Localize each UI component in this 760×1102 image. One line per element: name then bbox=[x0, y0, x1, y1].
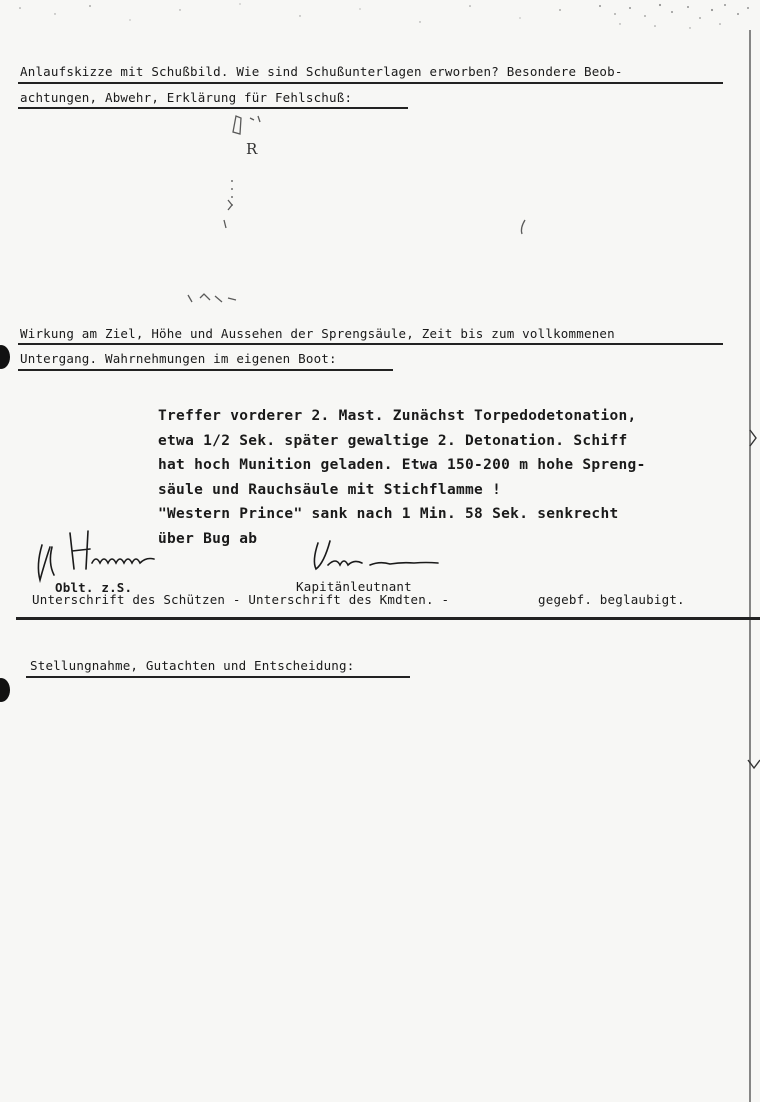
section2-heading-line1: Wirkung am Ziel, Höhe und Aussehen der Sprengsäule, Zeit bis zum vollkommenen bbox=[20, 326, 615, 341]
margin-marks bbox=[740, 420, 760, 780]
report-text bbox=[158, 404, 646, 551]
shooter-rank: Oblt. z.S. bbox=[55, 580, 133, 595]
sketch-mark: R bbox=[246, 140, 258, 158]
report-line: säule und Rauchsäule mit Stichflamme ! bbox=[158, 481, 502, 498]
report-line: Treffer vorderer 2. Mast. Zunächst Torpedodetonation, bbox=[158, 408, 637, 424]
section2-underline1 bbox=[18, 343, 723, 345]
section1-heading-line1: Anlaufskizze mit Schußbild. Wie sind Schußunterlagen erworben? Besondere Beob- bbox=[20, 64, 623, 79]
section-divider bbox=[16, 617, 760, 620]
report-line: "Western Prince" sank nach 1 Min. 58 Sek. senkrecht bbox=[158, 506, 619, 522]
commander-rank: Kapitänleutnant bbox=[296, 579, 412, 594]
commander-signature bbox=[310, 535, 460, 580]
report-line: hat hoch Munition geladen. Etwa 150-200 m hohe Spreng- bbox=[158, 457, 646, 473]
signature-caption: Unterschrift des Schützen - Unterschrift des Kmdten. - bbox=[32, 592, 450, 607]
certification-caption: gegebf. beglaubigt. bbox=[538, 592, 685, 607]
section2-underline2 bbox=[18, 369, 393, 371]
shooter-signature bbox=[30, 525, 165, 585]
report-line: über Bug ab bbox=[158, 530, 258, 547]
approach-sketch bbox=[170, 110, 570, 320]
section3-underline bbox=[26, 676, 410, 678]
punch-hole-upper bbox=[0, 345, 10, 369]
scan-noise bbox=[0, 0, 760, 40]
section1-heading-line2: achtungen, Abwehr, Erklärung für Fehlschuß: bbox=[20, 90, 353, 105]
section2-heading-line2: Untergang. Wahrnehmungen im eigenen Boot: bbox=[20, 351, 337, 366]
section1-underline2 bbox=[18, 107, 408, 109]
report-line: etwa 1/2 Sek. später gewaltige 2. Detonation. Schiff bbox=[158, 432, 628, 449]
section3-heading: Stellungnahme, Gutachten und Entscheidung: bbox=[30, 658, 355, 673]
section1-underline1 bbox=[18, 82, 723, 84]
punch-hole-lower bbox=[0, 678, 10, 702]
